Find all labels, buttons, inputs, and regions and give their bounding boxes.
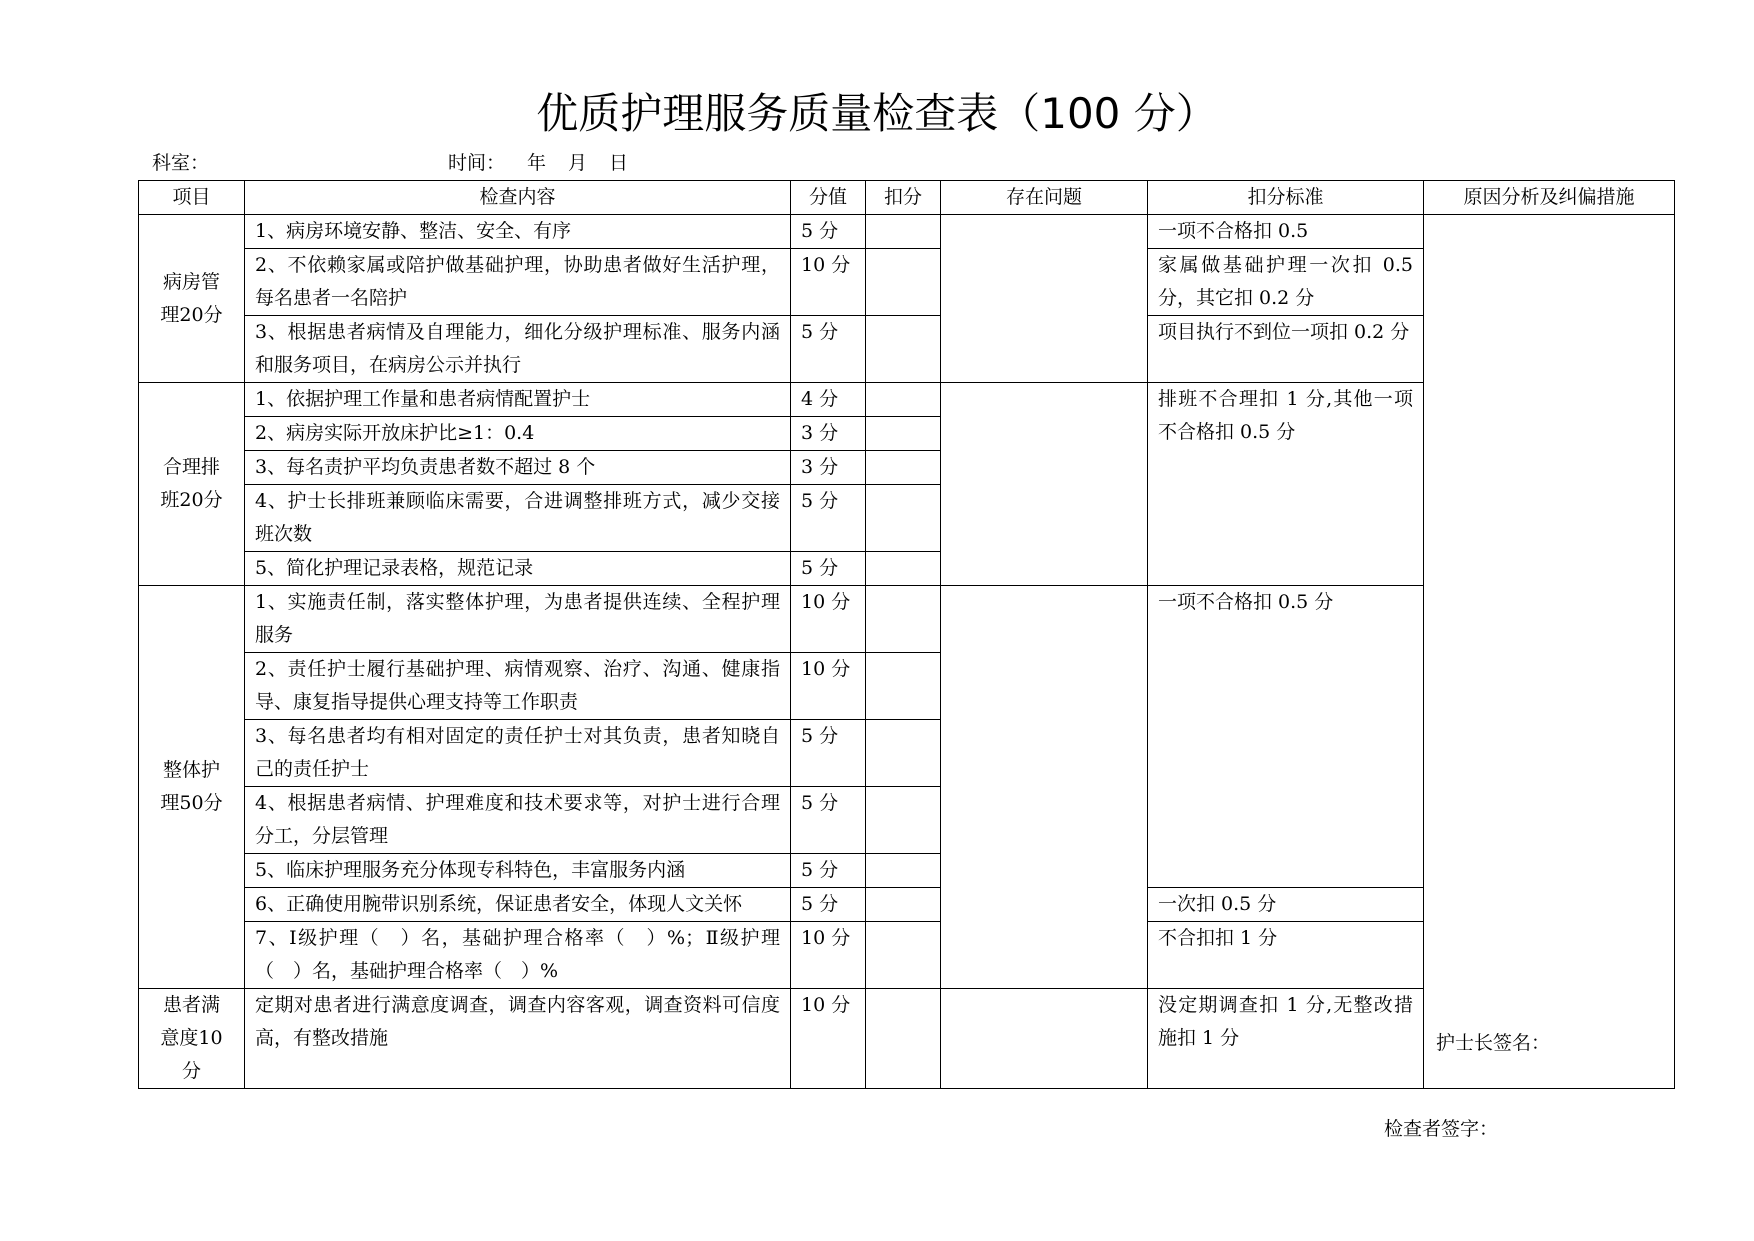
standard-cell: 家属做基础护理一次扣 0.5 分，其它扣 0.2 分 xyxy=(1148,249,1424,316)
standard-cell: 项目执行不到位一项扣 0.2 分 xyxy=(1148,316,1424,383)
problems-cell[interactable] xyxy=(941,586,1148,989)
standard-cell: 一次扣 0.5 分 xyxy=(1148,888,1424,922)
standard-cell: 没定期调查扣 1 分,无整改措施扣 1 分 xyxy=(1148,989,1424,1089)
category-label: 患者满意度10分 xyxy=(160,994,223,1082)
standard-cell: 不合扣扣 1 分 xyxy=(1148,922,1424,989)
standard-cell: 一项不合格扣 0.5 分 xyxy=(1148,586,1424,888)
category-label: 整体护理50分 xyxy=(160,759,223,814)
table-row xyxy=(139,215,1675,249)
deduct-cell[interactable] xyxy=(866,316,941,383)
date-line xyxy=(448,150,628,176)
category-cell xyxy=(139,586,245,989)
score-cell: 5 分 xyxy=(791,485,866,552)
deduct-cell[interactable] xyxy=(866,249,941,316)
score-cell: 3 分 xyxy=(791,451,866,485)
deduct-cell[interactable] xyxy=(866,215,941,249)
content-cell: 2、病房实际开放床护比≥1：0.4 xyxy=(245,417,791,451)
category-label: 病房管理20分 xyxy=(160,270,223,326)
header-remedy: 原因分析及纠偏措施 xyxy=(1424,181,1675,215)
inspection-table xyxy=(138,180,1675,1089)
day-label: 日 xyxy=(609,152,629,174)
page-title: 优质护理服务质量检查表（100 分） xyxy=(536,89,1218,138)
header-standard: 扣分标准 xyxy=(1148,181,1424,215)
category-cell xyxy=(139,989,245,1089)
score-cell: 5 分 xyxy=(791,215,866,249)
deduct-cell[interactable] xyxy=(866,989,941,1089)
problems-cell[interactable] xyxy=(941,383,1148,586)
score-cell: 10 分 xyxy=(791,989,866,1089)
category-cell xyxy=(139,215,245,383)
deduct-cell[interactable] xyxy=(866,653,941,720)
content-cell: 1、实施责任制，落实整体护理，为患者提供连续、全程护理服务 xyxy=(245,586,791,653)
score-cell: 10 分 xyxy=(791,586,866,653)
score-cell: 5 分 xyxy=(791,316,866,383)
head-nurse-signature: 护士长签名： xyxy=(1436,1032,1551,1054)
content-cell: 2、责任护士履行基础护理、病情观察、治疗、沟通、健康指导、康复指导提供心理支持等工作职责 xyxy=(245,653,791,720)
problems-cell[interactable] xyxy=(941,215,1148,383)
header-deduct: 扣分 xyxy=(866,181,941,215)
content-cell: 1、依据护理工作量和患者病情配置护士 xyxy=(245,383,791,417)
deduct-cell[interactable] xyxy=(866,854,941,888)
department-label: 科室： xyxy=(152,152,210,174)
content-cell: 定期对患者进行满意度调查，调查内容客观，调查资料可信度高，有整改措施 xyxy=(245,989,791,1089)
time-label: 时间： xyxy=(448,152,506,174)
deduct-cell[interactable] xyxy=(866,586,941,653)
content-cell: 5、临床护理服务充分体现专科特色，丰富服务内涵 xyxy=(245,854,791,888)
standard-cell: 一项不合格扣 0.5 xyxy=(1148,215,1424,249)
content-cell: 4、根据患者病情、护理难度和技术要求等，对护士进行合理分工，分层管理 xyxy=(245,787,791,854)
content-cell: 2、不依赖家属或陪护做基础护理，协助患者做好生活护理，每名患者一名陪护 xyxy=(245,249,791,316)
header-problems: 存在问题 xyxy=(941,181,1148,215)
header-row xyxy=(139,181,1675,215)
score-cell: 5 分 xyxy=(791,854,866,888)
deduct-cell[interactable] xyxy=(866,720,941,787)
deduct-cell[interactable] xyxy=(866,383,941,417)
content-cell: 7、Ⅰ级护理（ ）名，基础护理合格率（ ）%；Ⅱ级护理（ ）名，基础护理合格率（ ）% xyxy=(245,922,791,989)
score-cell: 5 分 xyxy=(791,552,866,586)
problems-cell[interactable] xyxy=(941,989,1148,1089)
header-score: 分值 xyxy=(791,181,866,215)
header-item: 项目 xyxy=(139,181,245,215)
score-cell: 10 分 xyxy=(791,653,866,720)
deduct-cell[interactable] xyxy=(866,922,941,989)
score-cell: 5 分 xyxy=(791,787,866,854)
deduct-cell[interactable] xyxy=(866,485,941,552)
content-cell: 3、每名患者均有相对固定的责任护士对其负责，患者知晓自己的责任护士 xyxy=(245,720,791,787)
score-cell: 5 分 xyxy=(791,720,866,787)
content-cell: 1、病房环境安静、整洁、安全、有序 xyxy=(245,215,791,249)
content-cell: 3、根据患者病情及自理能力，细化分级护理标准、服务内涵和服务项目，在病房公示并执行 xyxy=(245,316,791,383)
inspector-signature: 检查者签字： xyxy=(1384,1118,1499,1140)
score-cell: 3 分 xyxy=(791,417,866,451)
deduct-cell[interactable] xyxy=(866,787,941,854)
content-cell: 5、简化护理记录表格，规范记录 xyxy=(245,552,791,586)
standard-cell: 排班不合理扣 1 分,其他一项不合格扣 0.5 分 xyxy=(1148,383,1424,586)
content-cell: 3、每名责护平均负责患者数不超过 8 个 xyxy=(245,451,791,485)
content-cell: 4、护士长排班兼顾临床需要，合进调整排班方式，减少交接班次数 xyxy=(245,485,791,552)
remedy-cell[interactable] xyxy=(1424,215,1675,1089)
category-cell xyxy=(139,383,245,586)
deduct-cell[interactable] xyxy=(866,888,941,922)
score-cell: 10 分 xyxy=(791,922,866,989)
month-label: 月 xyxy=(568,152,588,174)
content-cell: 6、正确使用腕带识别系统，保证患者安全，体现人文关怀 xyxy=(245,888,791,922)
score-cell: 4 分 xyxy=(791,383,866,417)
score-cell: 5 分 xyxy=(791,888,866,922)
score-cell: 10 分 xyxy=(791,249,866,316)
header-content: 检查内容 xyxy=(245,181,791,215)
category-label: 合理排班20分 xyxy=(160,456,223,511)
year-label: 年 xyxy=(527,152,547,174)
deduct-cell[interactable] xyxy=(866,417,941,451)
deduct-cell[interactable] xyxy=(866,451,941,485)
deduct-cell[interactable] xyxy=(866,552,941,586)
